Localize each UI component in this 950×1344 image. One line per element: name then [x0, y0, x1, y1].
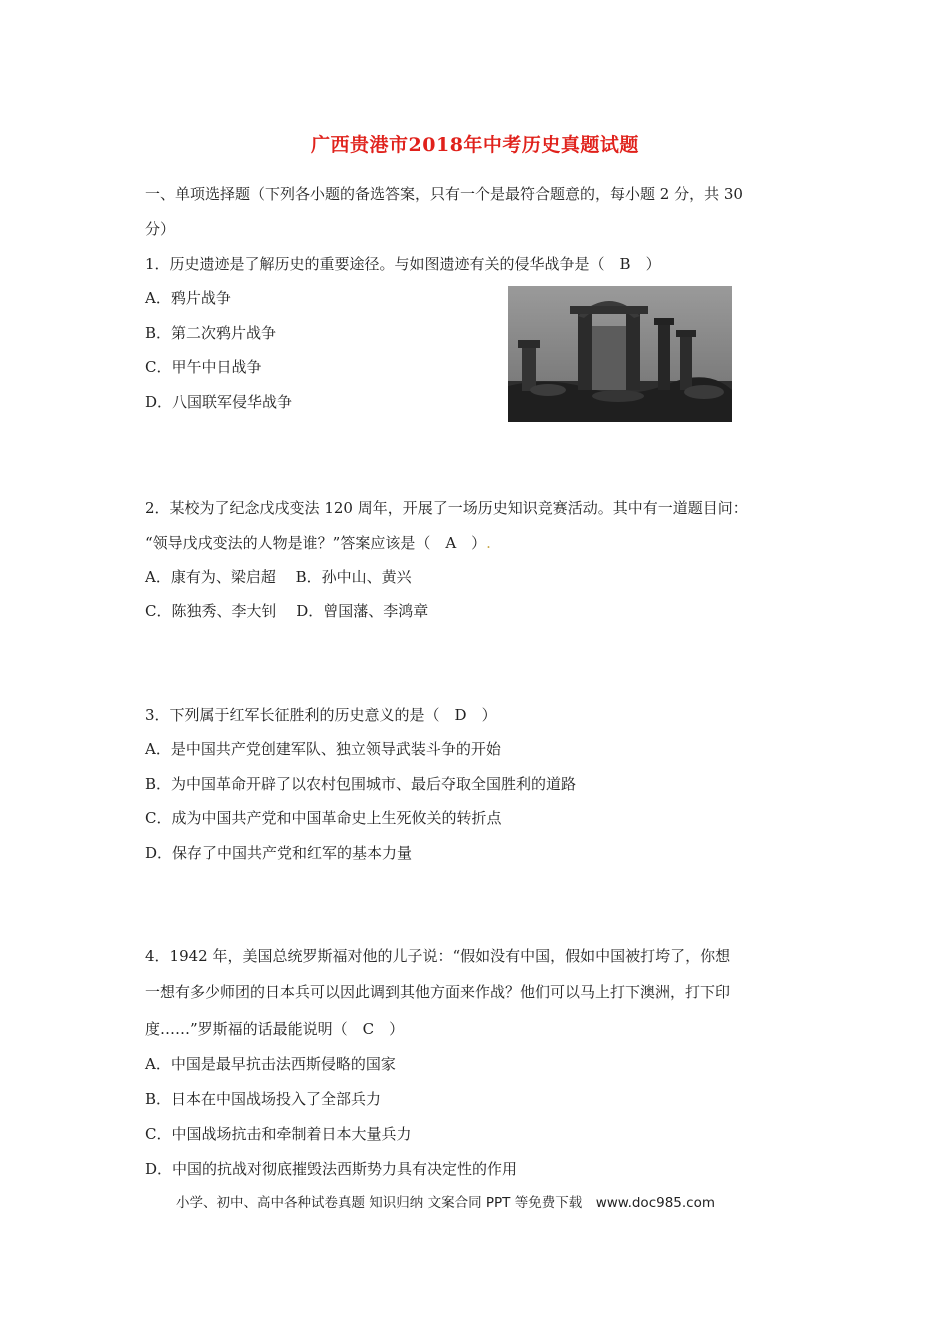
- footer-link[interactable]: 小学、初中、高中各种试卷真题 知识归纳 文案合同 PPT 等免费下载 www.doc985.com: [176, 1195, 716, 1211]
- q2-stem-line-2: [145, 533, 491, 553]
- ruins-photo-icon: [508, 286, 732, 422]
- q3-option-d: D．保存了中国共产党和红军的基本力量: [145, 844, 413, 862]
- q3-option-a: A．是中国共产党创建军队、独立领导武装斗争的开始: [145, 740, 501, 758]
- q4-stem-line-1: 4．1942 年，美国总统罗斯福对他的儿子说：“假如没有中国，假如中国被打垮了，你想: [145, 947, 731, 965]
- q4-stem-line-3: 度……”罗斯福的话最能说明（ C ）: [145, 1020, 405, 1038]
- q2-stem-line-1: 2．某校为了纪念戊戌变法 120 周年，开展了一场历史知识竞赛活动。其中有一道题目问：: [145, 499, 748, 517]
- q3-stem: 3．下列属于红军长征胜利的历史意义的是（ D ）: [145, 706, 497, 724]
- ruins-photo: [508, 286, 732, 422]
- q3-option-b: B．为中国革命开辟了以农村包围城市、最后夺取全国胜利的道路: [145, 775, 577, 793]
- q2-stem-dot: .: [486, 534, 491, 552]
- q4-option-c: C．中国战场抗击和牵制着日本大量兵力: [145, 1125, 412, 1143]
- q4-option-a: A．中国是最早抗击法西斯侵略的国家: [145, 1055, 396, 1073]
- q2-options-row-1: A．康有为、梁启超 B．孙中山、黄兴: [145, 568, 412, 586]
- q3-option-c: C．成为中国共产党和中国革命史上生死攸关的转折点: [145, 809, 502, 827]
- q1-option-d: D．八国联军侵华战争: [145, 393, 293, 411]
- q1-option-b: B．第二次鸦片战争: [145, 324, 277, 342]
- q4-option-b: B．日本在中国战场投入了全部兵力: [145, 1090, 382, 1108]
- q1-option-c: C．甲午中日战争: [145, 358, 262, 376]
- page-title: 广西贵港市2018年中考历史真题试题: [311, 134, 639, 156]
- q2-stem-text: “领导戊戌变法的人物是谁？”答案应该是（ A ）: [145, 534, 487, 552]
- section-heading-line-1: 一、单项选择题（下列各小题的备选答案，只有一个是最符合题意的，每小题 2 分，共 30: [145, 185, 743, 203]
- q2-options-row-2: C．陈独秀、李大钊 D．曾国藩、李鸿章: [145, 602, 429, 620]
- section-heading-line-2: 分）: [145, 220, 176, 238]
- q4-stem-line-2: 一想有多少师团的日本兵可以因此调到其他方面来作战？他们可以马上打下澳洲，打下印: [145, 983, 731, 1001]
- q4-option-d: D．中国的抗战对彻底摧毁法西斯势力具有决定性的作用: [145, 1160, 518, 1178]
- q1-stem: 1．历史遗迹是了解历史的重要途径。与如图遗迹有关的侵华战争是（ B ）: [145, 255, 661, 273]
- q1-option-a: A．鸦片战争: [145, 289, 231, 307]
